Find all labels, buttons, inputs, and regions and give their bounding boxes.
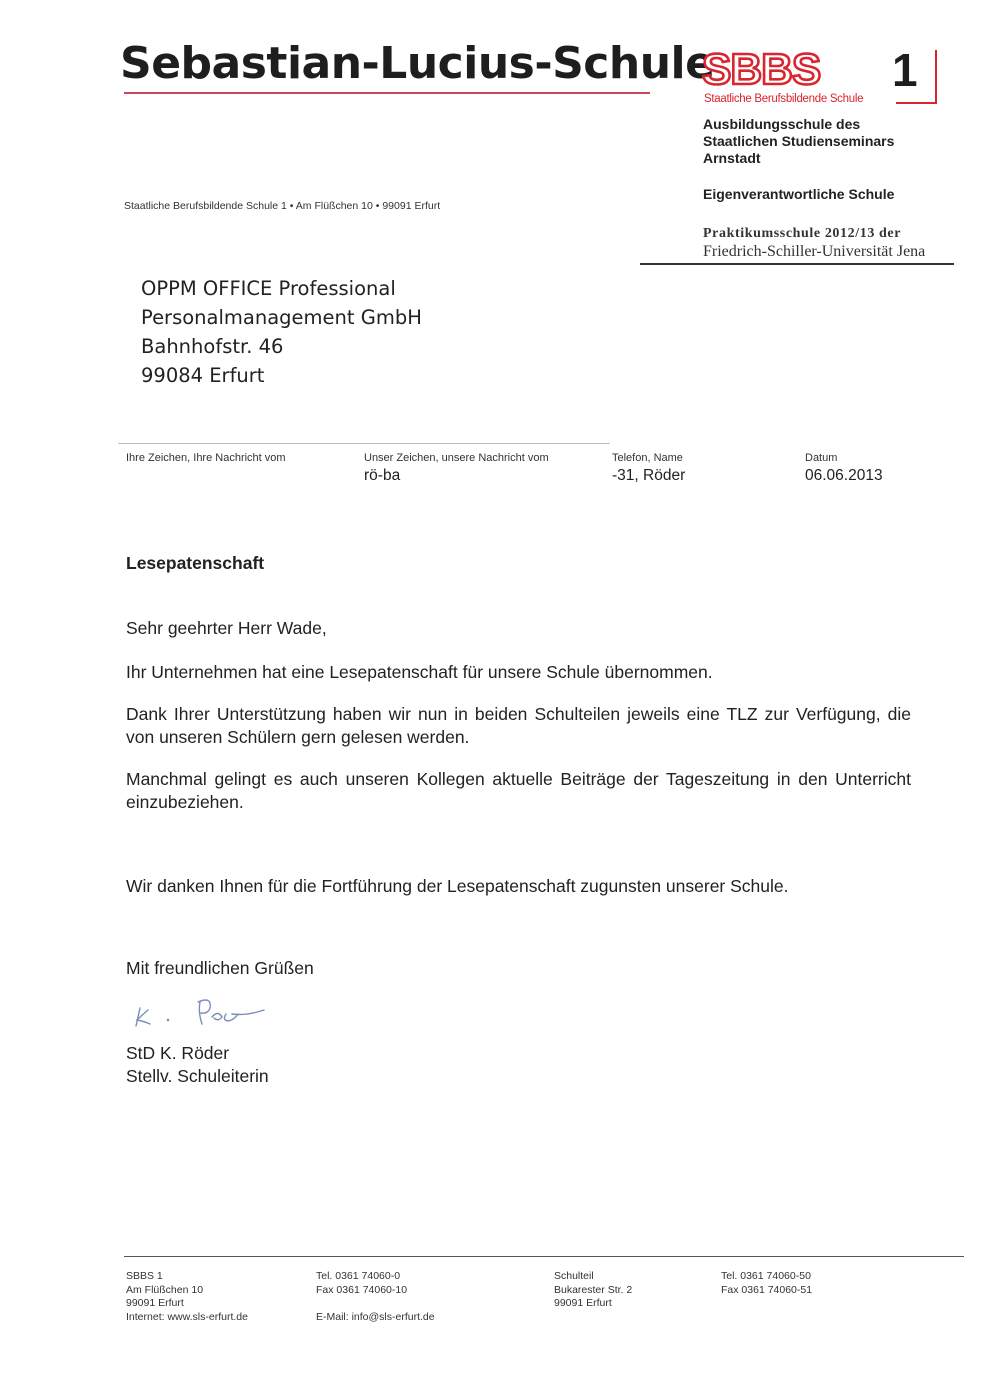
footer-schulteil-city: 99091 Erfurt [554,1297,612,1309]
footer-schulteil-tel: Tel. 0361 74060-50 [721,1270,811,1282]
footer-schulteil-fax: Fax 0361 74060-51 [721,1283,813,1296]
closing: Mit freundlichen Grüßen [126,958,314,978]
footer-col-address [126,1270,248,1324]
footer-tel: Tel. 0361 74060-0 [316,1270,401,1282]
school-name: Sebastian-Lucius-Schule [120,38,715,89]
signer-block [126,1042,269,1088]
footer-city: 99091 Erfurt [126,1297,184,1309]
footer-col-schulteil [554,1270,632,1311]
footer-col-contact [316,1270,435,1324]
footer-email: E-Mail: info@sls-erfurt.de [316,1310,435,1323]
praktikum-line-2: Friedrich-Schiller-Universität Jena [703,243,926,260]
recipient-address [141,274,422,390]
paragraph-4: Wir danken Ihnen für die Fortführung der Lesepatenschaft zugunsten unserer Schule. [126,876,789,896]
signer-name: StD K. Röder [126,1043,230,1063]
recipient-line-2: Personalmanagement GmbH [141,306,422,329]
praktikum-block [703,226,925,261]
recipient-line-1: OPPM OFFICE Professional [141,277,396,300]
footer-schulteil-street: Bukarester Str. 2 [554,1283,633,1296]
reference-rule [118,443,610,444]
paragraph-3: Manchmal gelingt es auch unseren Kollegen aktuelle Beiträge der Tageszeitung in den Unterricht einzubeziehen. [126,769,911,812]
letter-subject: Lesepatenschaft [126,553,265,573]
sender-address-line: Staatliche Berufsbildende Schule 1 • Am Flüßchen 10 • 99091 Erfurt [124,200,441,212]
praktikum-rule [640,263,954,265]
footer-fax: Fax 0361 74060-10 [316,1283,408,1296]
signer-title: Stellv. Schuleiterin [126,1066,269,1086]
logo-text: SBBS [702,46,821,94]
unser-zeichen-value: rö-ba [364,467,401,484]
footer-schulteil-label: Schulteil [554,1270,594,1282]
info-line-2: Staatlichen Studienseminars [703,133,895,149]
recipient-line-4: 99084 Erfurt [141,364,265,387]
footer-street: Am Flüßchen 10 [126,1283,204,1296]
logo-subtitle: Staatliche Berufsbildende Schule [704,93,864,105]
telefon-value: -31, Röder [612,467,686,484]
footer-spacer [316,1297,435,1311]
paragraph-1: Ihr Unternehmen hat eine Lesepatenschaft für unsere Schule übernommen. [126,662,713,682]
datum-label: Datum [805,452,838,464]
footer-rule [124,1256,964,1257]
salutation: Sehr geehrter Herr Wade, [126,618,327,638]
title-underline [124,92,650,94]
sbbs-logo [700,46,940,108]
telefon-label: Telefon, Name [612,452,683,464]
info-line-3: Arnstadt [703,150,761,166]
recipient-line-3: Bahnhofstr. 46 [141,335,284,358]
datum-value: 06.06.2013 [805,467,883,484]
info-line-1: Ausbildungsschule des [703,116,861,132]
footer-school: SBBS 1 [126,1270,163,1282]
paragraph-2: Dank Ihrer Unterstützung haben wir nun in beiden Schulteilen jeweils eine TLZ zur Verfügung, die von unseren Schülern gern gelesen werden. [126,704,911,747]
handwritten-signature [128,990,278,1035]
footer-internet: Internet: www.sls-erfurt.de [126,1310,248,1323]
praktikum-line-1: Praktikumsschule 2012/13 der [703,226,902,241]
ihre-zeichen-label: Ihre Zeichen, Ihre Nachricht vom [126,452,286,464]
footer-col-schulteil-contact [721,1270,812,1297]
eigenverantwortlich-label: Eigenverantwortliche Schule [703,186,895,202]
unser-zeichen-label: Unser Zeichen, unsere Nachricht vom [364,452,549,464]
logo-number: 1 [892,46,918,96]
